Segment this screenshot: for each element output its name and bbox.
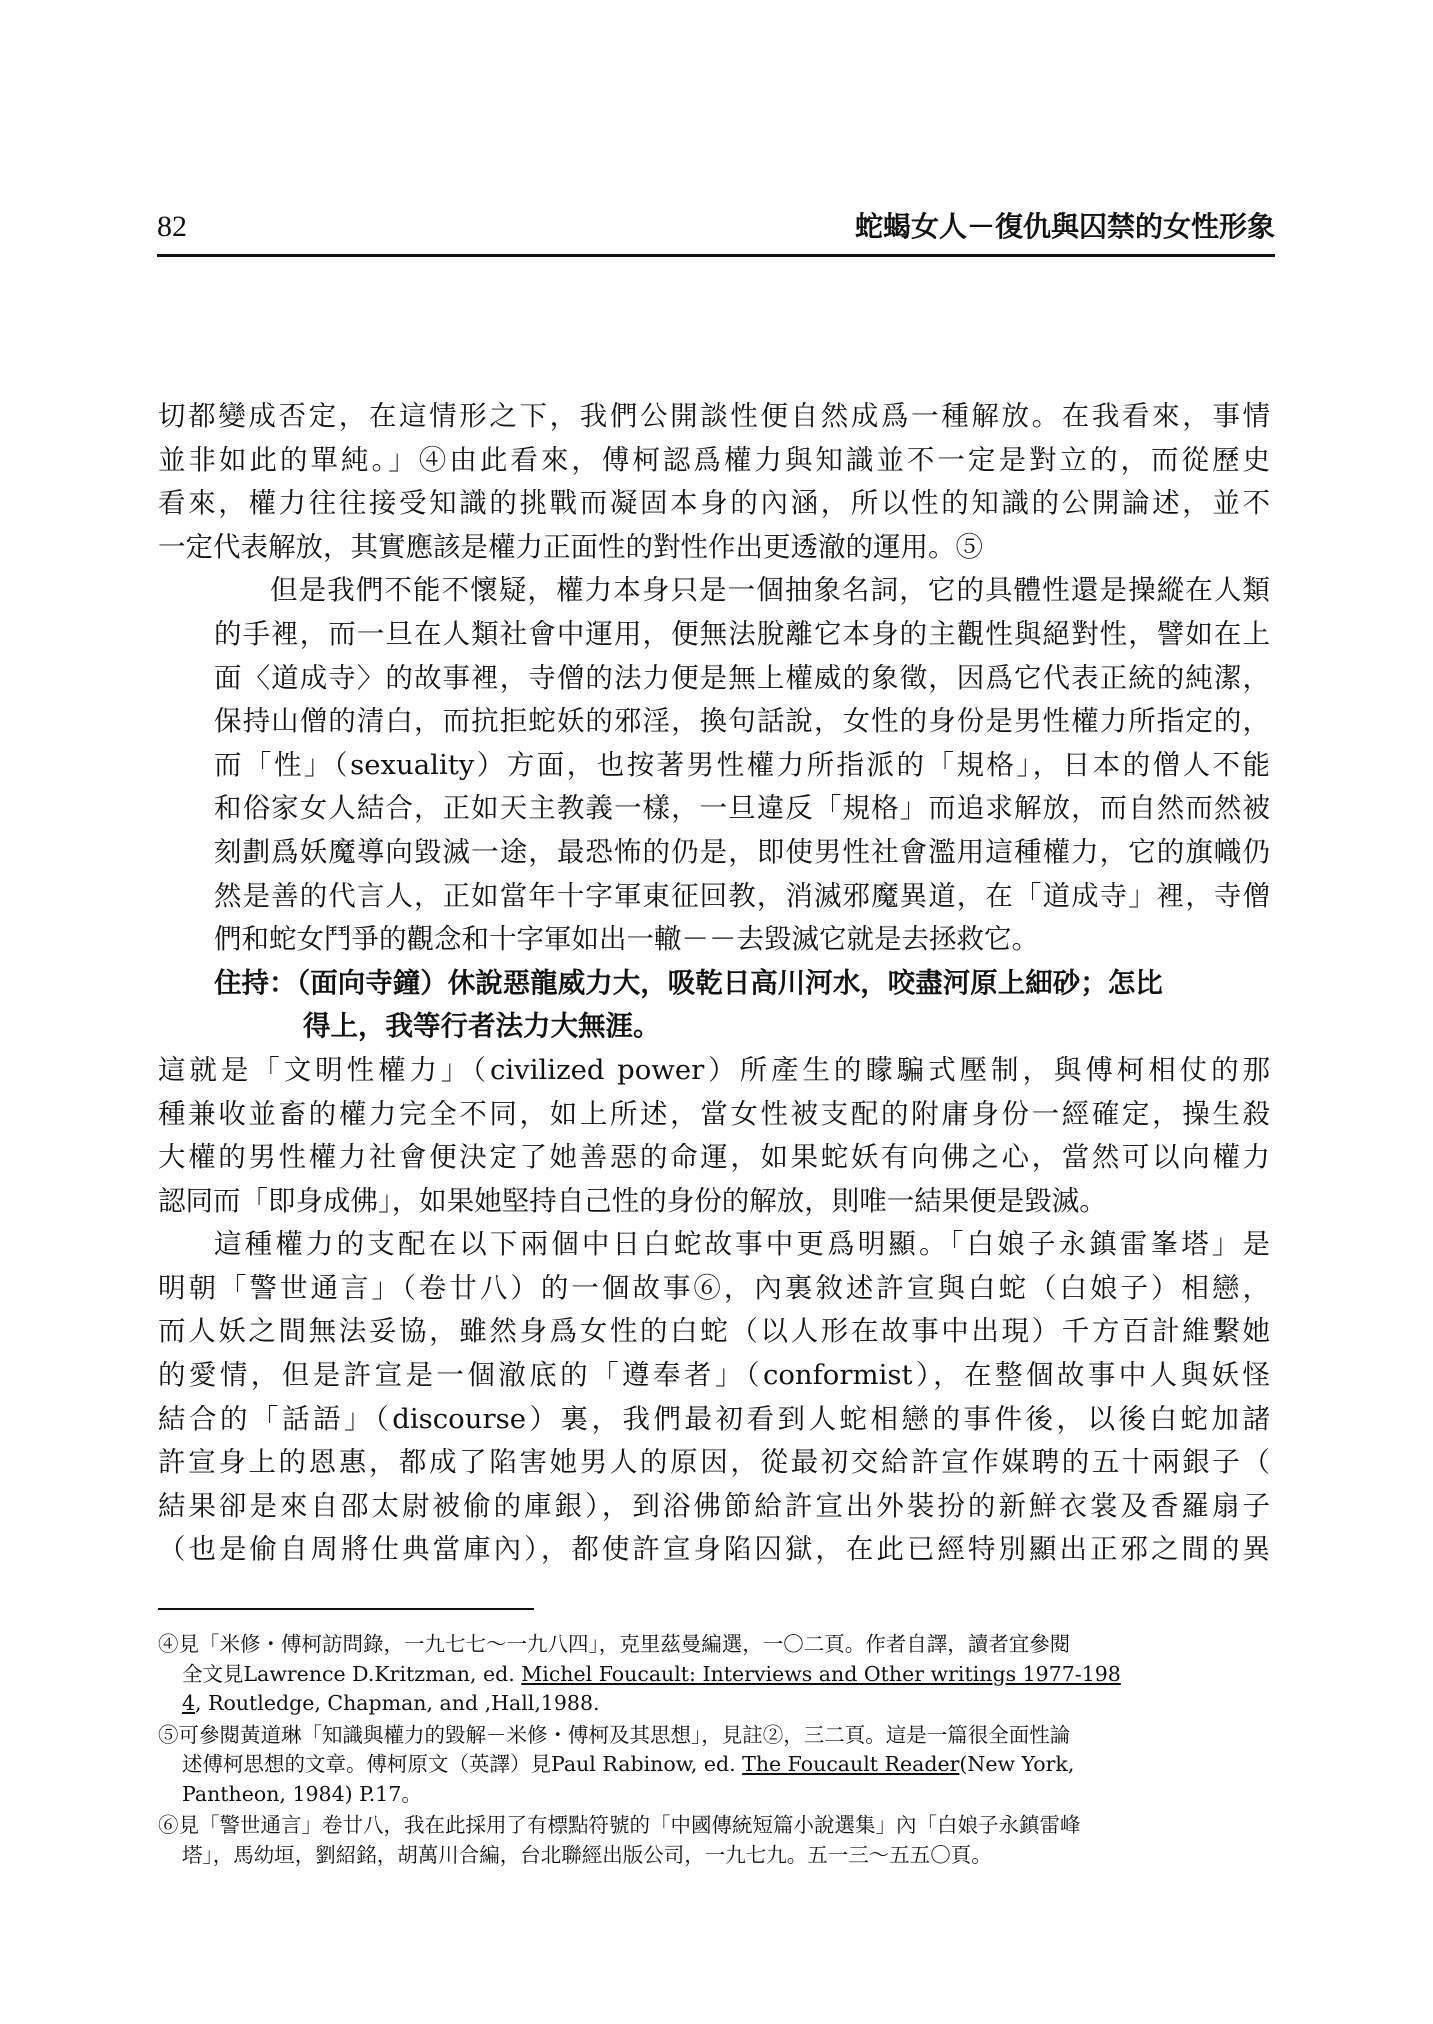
- text-line: 認同而「即身成佛」，如果她堅持自己性的身份的解放，則唯一結果便是毀滅。: [158, 1184, 1107, 1217]
- footnote-line: [158, 1750, 1270, 1780]
- text-line: 一定代表解放，其實應該是權力正面性的對性作出更透澈的運用。⑤: [158, 530, 983, 563]
- text-line: 刻劃爲妖魔導向毀滅一途，最恐怖的仍是，即使男性社會濫用這種權力，它的旗幟仍: [214, 835, 1270, 868]
- footnote-line: [158, 1689, 1270, 1719]
- paragraph-1: [158, 395, 1270, 569]
- cited-title: The Foucault Reader: [742, 1752, 960, 1776]
- footnote-6: [158, 1811, 1270, 1870]
- text-line: 明朝「警世通言」（卷廿八）的一個故事⑥，內裏敘述許宣與白蛇（白娘子）相戀，: [158, 1271, 1270, 1304]
- footnote-line: ⑥見「警世通言」卷廿八，我在此採用了有標點符號的「中國傳統短篇小說選集」內「白娘子永鎮雷峰: [158, 1813, 1081, 1837]
- text-line: 們和蛇女鬥爭的觀念和十字軍如出一轍－－去毀滅它就是去拯救它。: [214, 923, 1039, 956]
- text-line: （也是偷自周將仕典當庫內），都使許宣身陷囚獄，在此已經特別顯出正邪之間的異: [158, 1533, 1270, 1566]
- text-line: 結合的「話語」（discourse）裏，我們最初看到人蛇相戀的事件後，以後白蛇加諸: [158, 1402, 1270, 1435]
- footnote-line: 塔」，馬幼垣，劉紹銘，胡萬川合編，台北聯經出版公司，一九七九。五一三～五五〇頁。: [182, 1842, 992, 1867]
- footnote-text: (New York,: [959, 1752, 1075, 1776]
- footnote-line: ④見「米修・傅柯訪問錄，一九七七～一九八四」，克里茲曼編選，一〇二頁。作者自譯，讀者宜參閱: [158, 1632, 1071, 1656]
- text-line: 而「性」（sexuality）方面，也按著男性權力所指派的「規格」，日本的僧人不能: [214, 748, 1270, 781]
- paragraph-3: [158, 1049, 1270, 1223]
- text-line: 的愛情，但是許宣是一個澈底的「遵奉者」（conformist），在整個故事中人與妖怪: [158, 1359, 1270, 1392]
- quote-line: 得上，我等行者法力大無涯。: [303, 1010, 661, 1043]
- footnote-text: , Routledge, Chapman, and ,Hall,1988.: [195, 1691, 600, 1715]
- paragraph-4: [158, 1223, 1270, 1572]
- page-header: [157, 208, 1275, 257]
- footnote-line: Pantheon, 1984) P.17。: [182, 1781, 422, 1806]
- footnote-5: [158, 1721, 1270, 1810]
- text-line: 切都變成否定，在這情形之下，我們公開談性便自然成爲一種解放。在我看來，事情: [158, 400, 1270, 432]
- footnote-divider: [158, 1608, 534, 1610]
- footnote-line: ⑤可參閱黃道琳「知識與權力的毀解－米修・傅柯及其思想」，見註②，三二頁。這是一篇很全面性論: [158, 1722, 1071, 1747]
- text-line: 保持山僧的清白，而抗拒蛇妖的邪淫，換句話說，女性的身份是男性權力所指定的，: [214, 705, 1270, 738]
- footnote-text: 述傅柯思想的文章。傅柯原文（英譯）見Paul Rabinow, ed.: [182, 1752, 743, 1776]
- footnotes: [158, 1630, 1270, 1872]
- text-line: 然是善的代言人，正如當年十字軍東征回教，消滅邪魔異道，在「道成寺」裡，寺僧: [214, 879, 1270, 912]
- block-quote: [158, 962, 1270, 1049]
- page-number: 82: [157, 210, 187, 243]
- text-line: 這就是「文明性權力」（civilized power）所產生的矇騙式壓制，與傅柯相仗的那: [158, 1053, 1270, 1086]
- text-line: 看來，權力往往接受知識的挑戰而凝固本身的內涵，所以性的知識的公開論述，並不: [158, 487, 1270, 520]
- text-line: 許宣身上的恩惠，都成了陷害她男人的原因，從最初交給許宣作媒聘的五十兩銀子（: [158, 1446, 1270, 1479]
- text-line: 面〈道成寺〉的故事裡，寺僧的法力便是無上權威的象徵，因爲它代表正統的純潔，: [214, 661, 1270, 694]
- quote-line: 住持：（面向寺鐘）休說惡龍威力大，吸乾日高川河水，咬盡河原上細砂；怎比: [214, 966, 1163, 999]
- text-line: 的手裡，而一旦在人類社會中運用，便無法脫離它本身的主觀性與絕對性，譬如在上: [214, 617, 1270, 650]
- text-line: 和俗家女人結合，正如天主教義一樣，一旦違反「規格」而追求解放，而自然而然被: [214, 792, 1270, 825]
- text-line: 大權的男性權力社會便決定了她善惡的命運，如果蛇妖有向佛之心，當然可以向權力: [158, 1141, 1270, 1174]
- footnote-4: [158, 1630, 1270, 1719]
- footnote-text: 全文見Lawrence D.Kritzman, ed.: [182, 1661, 522, 1686]
- cited-title: 4: [182, 1691, 196, 1715]
- cited-title: Michel Foucault: Interviews and Other writings 1977-198: [521, 1661, 1121, 1686]
- text-line: 這種權力的支配在以下兩個中日白蛇故事中更爲明顯。「白娘子永鎮雷峯塔」是: [214, 1228, 1270, 1261]
- text-line: 並非如此的單純。」④由此看來，傅柯認爲權力與知識並不一定是對立的，而從歷史: [158, 443, 1270, 476]
- text-line: 結果卻是來自邵太尉被偷的庫銀），到浴佛節給許宣出外裝扮的新鮮衣裳及香羅扇子: [158, 1489, 1270, 1522]
- text-line: 而人妖之間無法妥協，雖然身爲女性的白蛇（以人形在故事中出現）千方百計維繫她: [158, 1315, 1270, 1348]
- text-line: 但是我們不能不懷疑，權力本身只是一個抽象名詞，它的具體性還是操縱在人類: [270, 574, 1270, 607]
- running-title: 蛇蝎女人－復仇與囚禁的女性形象: [854, 210, 1275, 243]
- footnote-line: [158, 1660, 1270, 1690]
- text-line: 種兼收並畜的權力完全不同，如上所述，當女性被支配的附庸身份一經確定，操生殺: [158, 1097, 1270, 1130]
- body-text: [158, 395, 1270, 1572]
- paragraph-2: [158, 569, 1270, 961]
